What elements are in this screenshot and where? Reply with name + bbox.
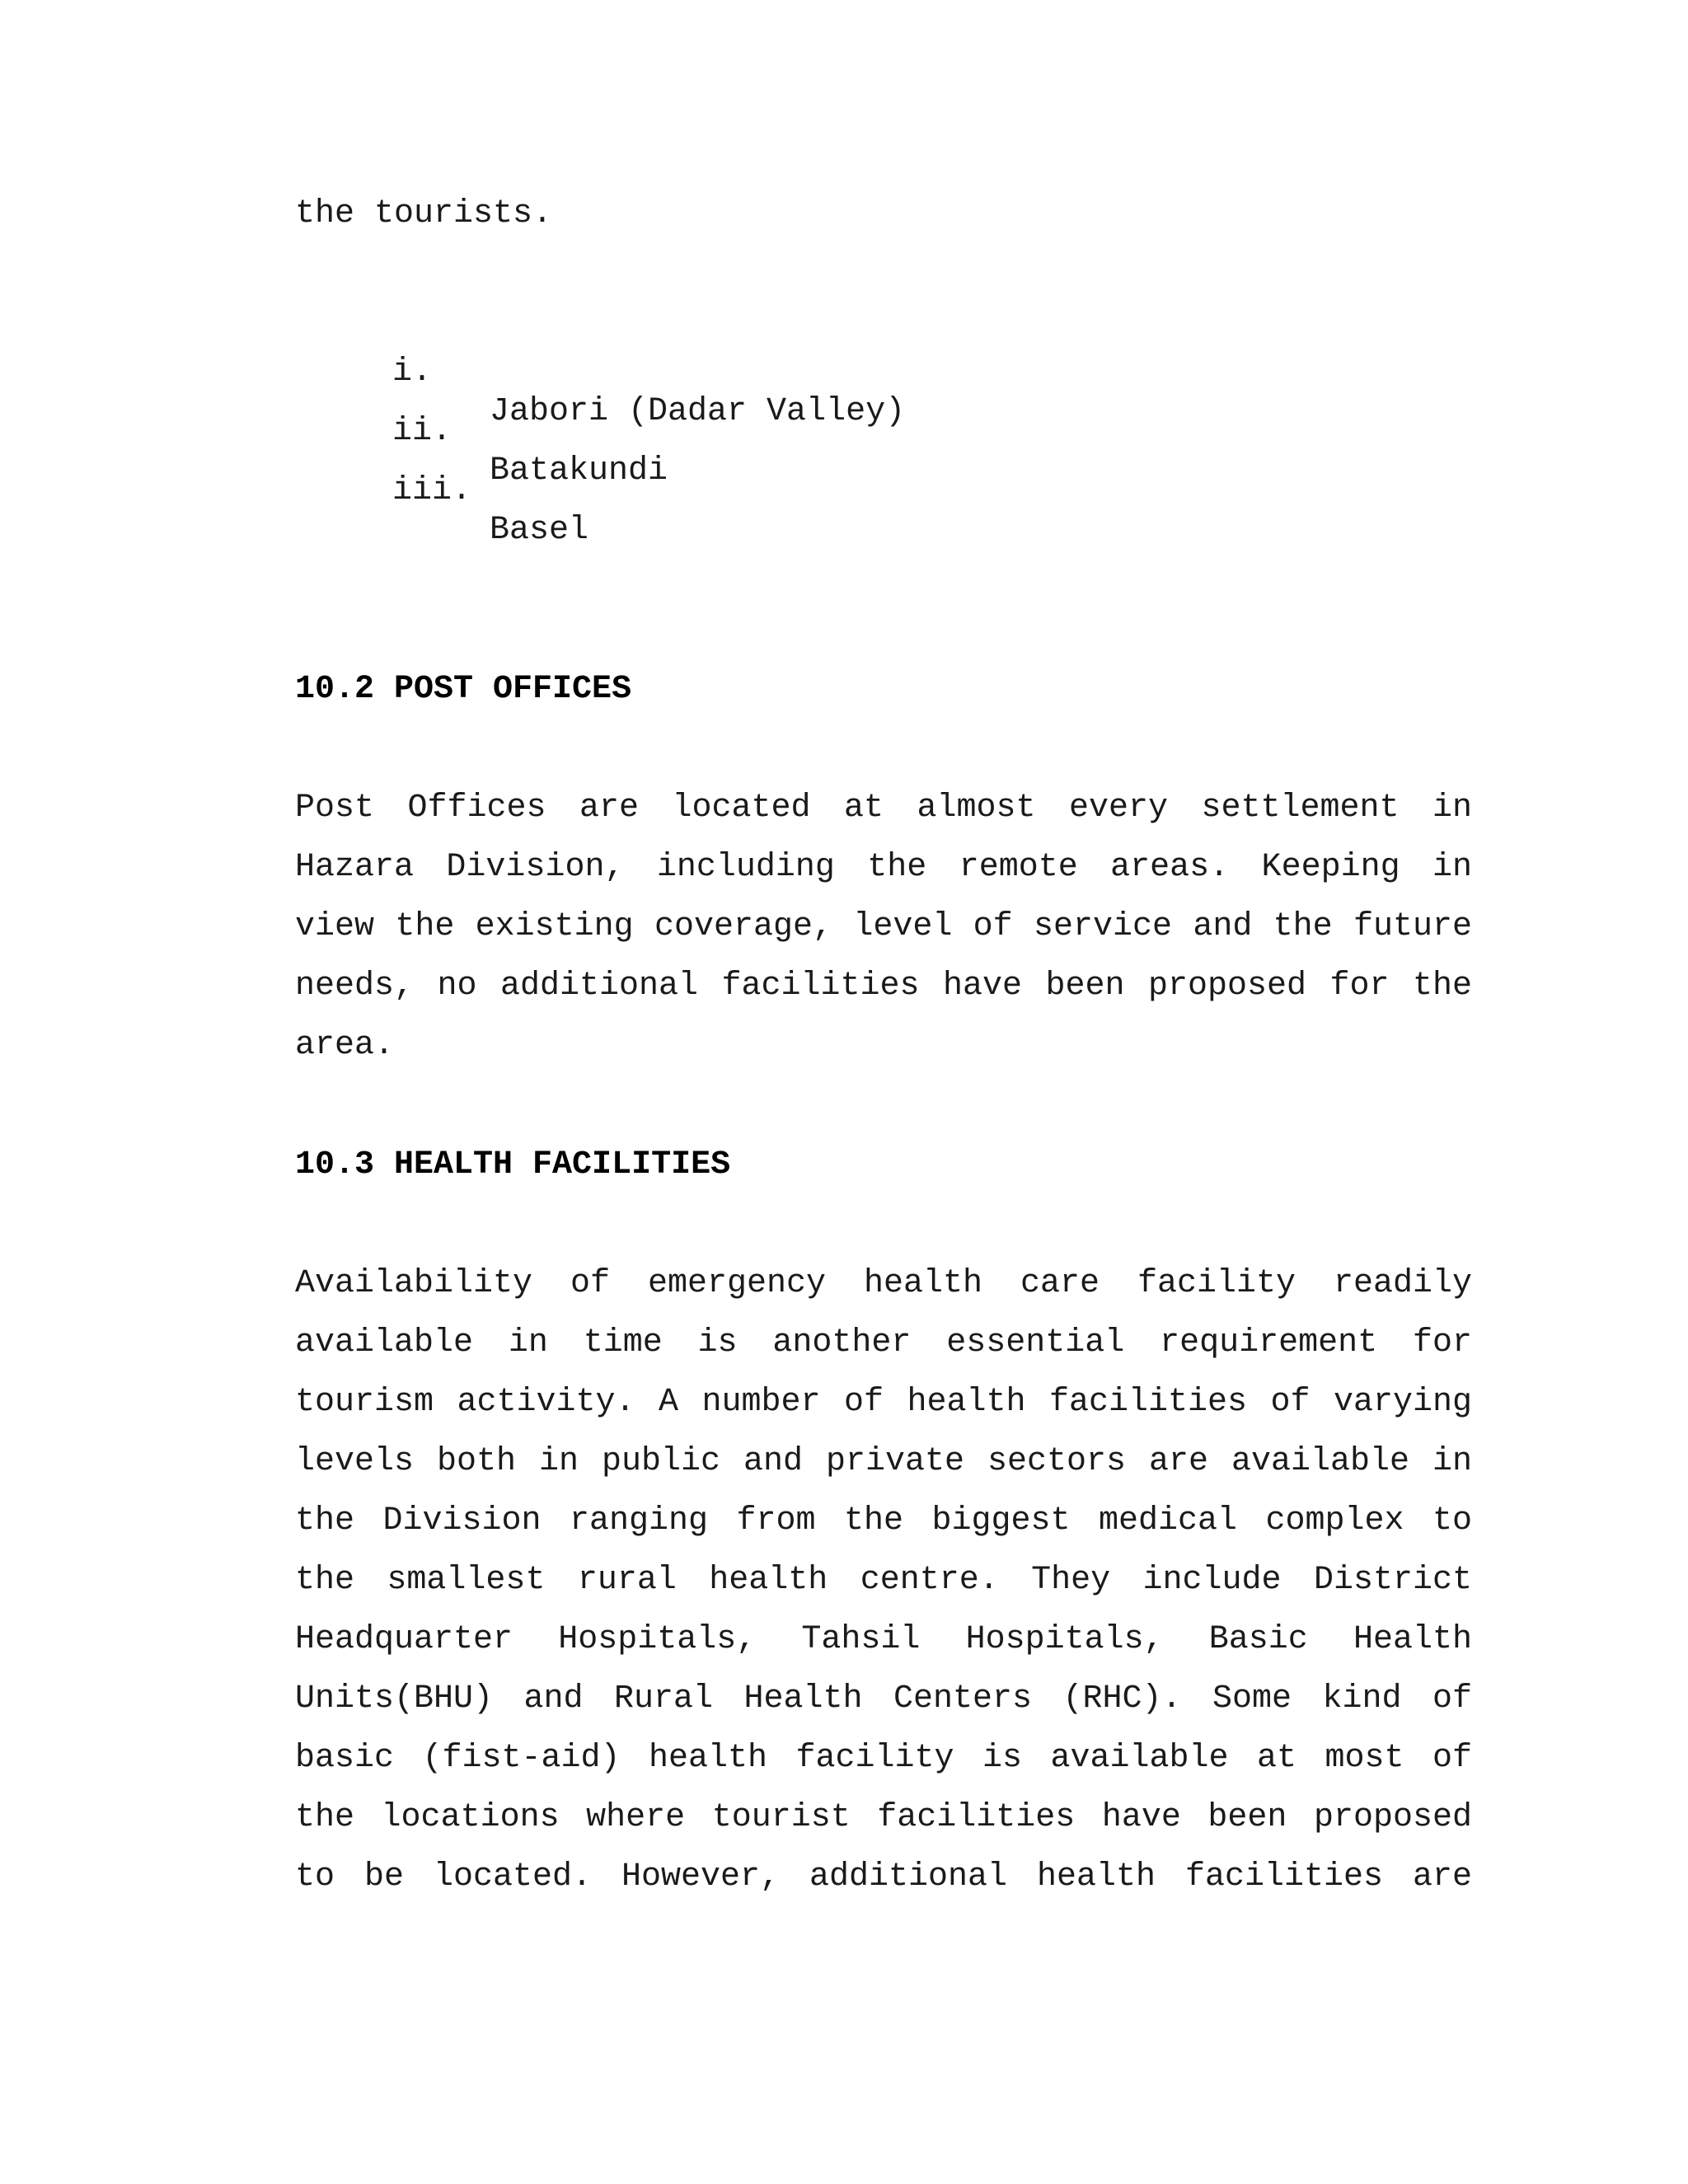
list-text: Batakundi — [490, 452, 668, 490]
paragraph-line: needs, no additional facilities have been proposed for the — [295, 968, 1472, 1005]
paragraph-line: Post Offices are located at almost every settlement in — [295, 790, 1472, 827]
list-item — [0, 373, 1688, 490]
section-heading-health-facilities: 10.3 HEALTH FACILITIES — [295, 1146, 731, 1183]
paragraph-line: tourism activity. A number of health facilities of varying — [295, 1384, 1472, 1421]
paragraph-line: Availability of emergency health care facility readily — [295, 1265, 1472, 1302]
list-item — [0, 432, 1688, 549]
paragraph-line: area. — [295, 1027, 395, 1064]
list-marker: ii. — [392, 413, 452, 450]
paragraph-line: view the existing coverage, level of service and the future — [295, 908, 1472, 945]
list-item — [0, 313, 1688, 430]
paragraph-line: Hazara Division, including the remote areas. Keeping in — [295, 849, 1472, 886]
paragraph-line: levels both in public and private sectors are available in — [295, 1443, 1472, 1480]
paragraph-line: the smallest rural health centre. They include District — [295, 1562, 1472, 1599]
paragraph-line: to be located. However, additional health facilities are — [295, 1858, 1472, 1896]
continuation-text: the tourists. — [295, 195, 553, 232]
paragraph-line: the Division ranging from the biggest medical complex to — [295, 1502, 1472, 1540]
section-heading-post-offices: 10.2 POST OFFICES — [295, 671, 632, 708]
list-text: Basel — [490, 512, 589, 549]
list-marker: iii. — [392, 472, 472, 509]
paragraph-line: basic (fist-aid) health facility is available at most of — [295, 1740, 1472, 1777]
list-marker: i. — [392, 354, 433, 391]
paragraph-line: the locations where tourist facilities have been proposed — [295, 1799, 1472, 1836]
paragraph-line: available in time is another essential requirement for — [295, 1324, 1472, 1361]
paragraph-line: Units(BHU) and Rural Health Centers (RHC). Some kind of — [295, 1680, 1472, 1718]
list-text: Jabori (Dadar Valley) — [490, 393, 906, 430]
paragraph-line: Headquarter Hospitals, Tahsil Hospitals, Basic Health — [295, 1621, 1472, 1658]
